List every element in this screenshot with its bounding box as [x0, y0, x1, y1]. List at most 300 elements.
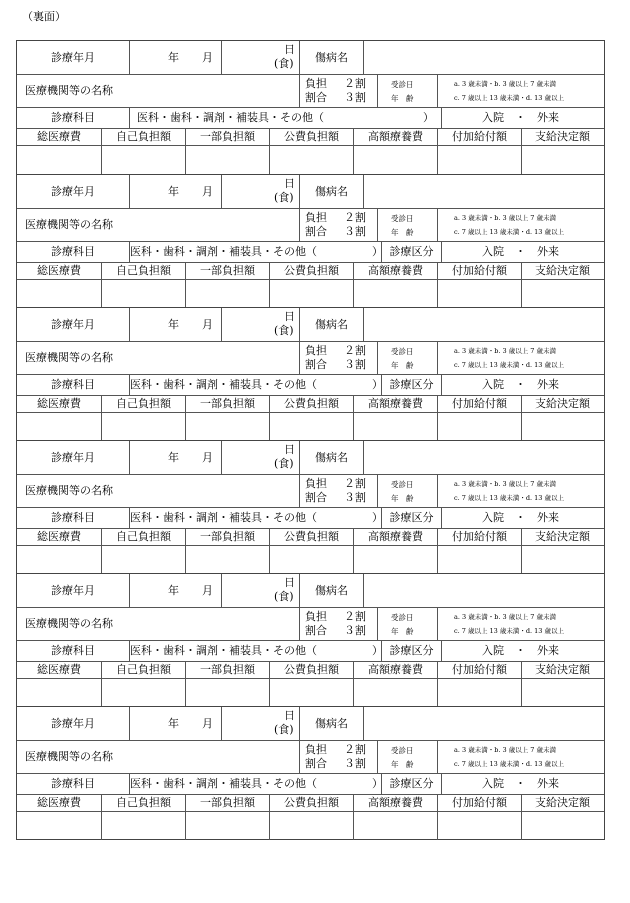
age-category-options[interactable]: [437, 341, 604, 374]
visit-age-label-cell: [377, 474, 437, 507]
amount-header-cell: [269, 528, 353, 545]
treatment-record-block: [17, 41, 604, 174]
meal-label: (食): [274, 191, 294, 204]
department-label: 診療科目: [51, 245, 95, 258]
amount-input-cell[interactable]: [17, 811, 101, 840]
amount-input-cell[interactable]: [269, 545, 353, 574]
age-options-line2: c. 7 歳以上 13 歳未満・d. 13 歳以上: [454, 94, 565, 102]
amount-input-cell[interactable]: [521, 545, 603, 574]
department-options[interactable]: [129, 640, 381, 661]
medical-expense-form: [16, 40, 605, 840]
age-options-line1: a. 3 歳未満・b. 3 歳以上 7 歳未満: [454, 347, 556, 355]
amount-header-cell: [185, 528, 269, 545]
year-label: 年: [168, 451, 179, 464]
amount-input-cell[interactable]: [521, 678, 603, 707]
amount-header-cell: [185, 262, 269, 279]
institution-name-label: 医療機関等の名称: [25, 750, 113, 763]
inpatient-outpatient-options[interactable]: [441, 507, 604, 528]
disease-label-cell: [299, 574, 363, 607]
amount-header-label: 自己負担額: [116, 264, 171, 277]
month-label: 月: [202, 717, 213, 730]
disease-name-label: 傷病名: [315, 717, 348, 730]
amount-input-cell[interactable]: [353, 811, 437, 840]
institution-field[interactable]: [17, 740, 299, 773]
amount-header-label: 支給決定額: [535, 663, 590, 676]
age-category-options[interactable]: [437, 474, 604, 507]
amount-input-cell[interactable]: [437, 545, 521, 574]
ratio-30-option: ３割: [344, 491, 366, 504]
amount-header-cell: [101, 794, 185, 811]
ratio-30-option: ３割: [344, 624, 366, 637]
amount-input-cell[interactable]: [353, 279, 437, 308]
age-options-line1: a. 3 歳未満・b. 3 歳以上 7 歳未満: [454, 480, 556, 488]
amount-header-cell: [521, 262, 603, 279]
department-options[interactable]: [129, 773, 381, 794]
amount-header-cell: [17, 528, 101, 545]
amount-header-label: 総医療費: [37, 264, 81, 277]
disease-name-label: 傷病名: [315, 318, 348, 331]
inpatient-outpatient-options[interactable]: [441, 374, 604, 395]
inpatient-outpatient-text: 入院 ・ 外来: [482, 111, 559, 124]
burden-label: 負担: [305, 77, 327, 90]
year-month-field[interactable]: [129, 707, 221, 740]
disease-name-field[interactable]: [363, 707, 604, 740]
department-options-text: 医科・歯科・調剤・補装具・その他（ ）: [130, 378, 383, 391]
day-meal-field[interactable]: [221, 707, 299, 740]
treatment-record-block: [17, 307, 604, 440]
amount-header-label: 支給決定額: [535, 264, 590, 277]
amount-input-cell[interactable]: [17, 412, 101, 441]
amount-header-label: 一部負担額: [200, 663, 255, 676]
amount-header-cell: [353, 528, 437, 545]
day-label: 日: [284, 43, 295, 56]
ratio-label: 割合: [305, 91, 327, 104]
amount-header-label: 支給決定額: [535, 530, 590, 543]
row-institution: [17, 341, 604, 375]
amount-input-cell[interactable]: [101, 678, 185, 707]
row-amount-values: [17, 678, 604, 707]
ratio-20-option: ２割: [344, 477, 366, 490]
amount-input-cell[interactable]: [185, 545, 269, 574]
page-side-label: （裏面）: [22, 10, 66, 23]
ratio-20-option: ２割: [344, 77, 366, 90]
day-meal-field[interactable]: [221, 41, 299, 74]
amount-input-cell[interactable]: [269, 678, 353, 707]
age-label: 年 齢: [391, 228, 414, 237]
inpatient-outpatient-text: 入院 ・ 外来: [482, 777, 559, 790]
amount-header-cell: [437, 794, 521, 811]
amount-header-label: 公費負担額: [284, 130, 339, 143]
department-options-text: 医科・歯科・調剤・補装具・その他（ ）: [130, 644, 383, 657]
amount-input-cell[interactable]: [521, 412, 603, 441]
day-label: 日: [284, 443, 295, 456]
amount-input-cell[interactable]: [521, 811, 603, 840]
inpatient-outpatient-options[interactable]: [441, 773, 604, 794]
amount-input-cell[interactable]: [269, 412, 353, 441]
treatment-record-block: [17, 573, 604, 706]
year-month-field[interactable]: [129, 41, 221, 74]
institution-field[interactable]: [17, 341, 299, 374]
row-department: [17, 374, 604, 396]
treatment-ym-label: 診療年月: [51, 318, 95, 331]
amount-input-cell[interactable]: [185, 279, 269, 308]
day-label: 日: [284, 709, 295, 722]
care-category-label-cell: [381, 374, 441, 395]
treatment-ym-label: 診療年月: [51, 185, 95, 198]
burden-ratio-options[interactable]: [327, 341, 377, 374]
disease-label-cell: [299, 41, 363, 74]
disease-name-label: 傷病名: [315, 51, 348, 64]
year-label: 年: [168, 185, 179, 198]
amount-input-cell[interactable]: [353, 412, 437, 441]
row-institution: [17, 208, 604, 242]
inpatient-outpatient-options[interactable]: [441, 241, 604, 262]
amount-input-cell[interactable]: [17, 545, 101, 574]
treatment-record-block: [17, 174, 604, 307]
amount-header-label: 高額療養費: [368, 397, 423, 410]
amount-input-cell[interactable]: [437, 811, 521, 840]
treatment-ym-label: 診療年月: [51, 717, 95, 730]
burden-label: 負担: [305, 743, 327, 756]
age-label: 年 齢: [391, 627, 414, 636]
row-amount-values: [17, 545, 604, 574]
amount-header-label: 付加給付額: [452, 130, 507, 143]
amount-input-cell[interactable]: [437, 145, 521, 174]
burden-label: 負担: [305, 477, 327, 490]
amount-input-cell[interactable]: [437, 678, 521, 707]
inpatient-outpatient-options[interactable]: [441, 107, 604, 128]
age-options-line2: c. 7 歳以上 13 歳未満・d. 13 歳以上: [454, 361, 565, 369]
meal-label: (食): [274, 457, 294, 470]
amount-header-cell: [101, 128, 185, 145]
disease-label-cell: [299, 175, 363, 208]
amount-header-label: 高額療養費: [368, 663, 423, 676]
year-month-field[interactable]: [129, 175, 221, 208]
amount-header-label: 一部負担額: [200, 530, 255, 543]
amount-header-label: 公費負担額: [284, 264, 339, 277]
year-label: 年: [168, 51, 179, 64]
visit-age-label-cell: [377, 740, 437, 773]
amount-header-label: 公費負担額: [284, 663, 339, 676]
institution-field[interactable]: [17, 74, 299, 107]
amount-input-cell[interactable]: [17, 279, 101, 308]
amount-header-label: 公費負担額: [284, 397, 339, 410]
amount-header-cell: [353, 661, 437, 678]
care-category-label-cell: [381, 773, 441, 794]
amount-header-label: 高額療養費: [368, 530, 423, 543]
burden-ratio-options[interactable]: [327, 740, 377, 773]
amount-header-cell: [185, 395, 269, 412]
amount-header-label: 付加給付額: [452, 397, 507, 410]
amount-header-cell: [101, 528, 185, 545]
meal-label: (食): [274, 57, 294, 70]
amount-input-cell[interactable]: [101, 145, 185, 174]
amount-header-label: 支給決定額: [535, 130, 590, 143]
amount-input-cell[interactable]: [353, 145, 437, 174]
age-options-line2: c. 7 歳以上 13 歳未満・d. 13 歳以上: [454, 627, 565, 635]
month-label: 月: [202, 584, 213, 597]
row-department: [17, 640, 604, 662]
meal-label: (食): [274, 324, 294, 337]
burden-ratio-label-cell: [299, 607, 327, 640]
institution-field[interactable]: [17, 474, 299, 507]
amount-header-cell: [437, 528, 521, 545]
amount-input-cell[interactable]: [269, 145, 353, 174]
row-department: [17, 107, 604, 129]
amount-input-cell[interactable]: [101, 545, 185, 574]
amount-input-cell[interactable]: [101, 412, 185, 441]
institution-name-label: 医療機関等の名称: [25, 617, 113, 630]
age-options-line1: a. 3 歳未満・b. 3 歳以上 7 歳未満: [454, 80, 556, 88]
disease-name-field[interactable]: [363, 441, 604, 474]
amount-header-label: 付加給付額: [452, 530, 507, 543]
institution-name-label: 医療機関等の名称: [25, 84, 113, 97]
treatment-ym-label-cell: [17, 574, 129, 607]
ratio-20-option: ２割: [344, 743, 366, 756]
treatment-ym-label: 診療年月: [51, 51, 95, 64]
age-options-line1: a. 3 歳未満・b. 3 歳以上 7 歳未満: [454, 746, 556, 754]
amount-header-cell: [17, 395, 101, 412]
burden-label: 負担: [305, 211, 327, 224]
day-meal-field[interactable]: [221, 175, 299, 208]
department-label: 診療科目: [51, 777, 95, 790]
amount-header-cell: [269, 262, 353, 279]
age-category-options[interactable]: [437, 740, 604, 773]
department-label-cell: [17, 773, 129, 794]
age-category-options[interactable]: [437, 208, 604, 241]
department-options-text: 医科・歯科・調剤・補装具・その他（ ）: [130, 511, 383, 524]
meal-label: (食): [274, 590, 294, 603]
treatment-ym-label: 診療年月: [51, 451, 95, 464]
day-meal-field[interactable]: [221, 441, 299, 474]
row-department: [17, 241, 604, 263]
amount-header-label: 高額療養費: [368, 130, 423, 143]
amount-header-label: 自己負担額: [116, 663, 171, 676]
amount-header-label: 自己負担額: [116, 397, 171, 410]
row-amount-headers: [17, 262, 604, 280]
institution-field[interactable]: [17, 208, 299, 241]
burden-ratio-options[interactable]: [327, 607, 377, 640]
visit-age-label-cell: [377, 208, 437, 241]
inpatient-outpatient-text: 入院 ・ 外来: [482, 511, 559, 524]
row-institution: [17, 740, 604, 774]
ratio-30-option: ３割: [344, 91, 366, 104]
ratio-label: 割合: [305, 624, 327, 637]
burden-ratio-options[interactable]: [327, 474, 377, 507]
department-label: 診療科目: [51, 111, 95, 124]
amount-input-cell[interactable]: [353, 678, 437, 707]
amount-header-cell: [17, 262, 101, 279]
row-date-disease: [17, 308, 604, 342]
department-label-cell: [17, 640, 129, 661]
inpatient-outpatient-text: 入院 ・ 外来: [482, 378, 559, 391]
department-label-cell: [17, 507, 129, 528]
visit-age-label-cell: [377, 74, 437, 107]
row-amount-headers: [17, 794, 604, 812]
day-meal-field[interactable]: [221, 308, 299, 341]
department-options[interactable]: [129, 241, 381, 262]
age-label: 年 齢: [391, 494, 414, 503]
visit-date-label: 受診日: [391, 480, 414, 489]
treatment-ym-label-cell: [17, 441, 129, 474]
day-label: 日: [284, 576, 295, 589]
department-label: 診療科目: [51, 511, 95, 524]
ratio-20-option: ２割: [344, 211, 366, 224]
amount-input-cell[interactable]: [101, 279, 185, 308]
amount-header-cell: [353, 262, 437, 279]
amount-header-label: 一部負担額: [200, 397, 255, 410]
amount-header-label: 自己負担額: [116, 796, 171, 809]
amount-header-cell: [353, 794, 437, 811]
amount-input-cell[interactable]: [353, 545, 437, 574]
amount-header-label: 総医療費: [37, 130, 81, 143]
department-label-cell: [17, 107, 129, 128]
amount-header-cell: [437, 395, 521, 412]
care-category-label-cell: [381, 241, 441, 262]
amount-header-label: 高額療養費: [368, 796, 423, 809]
row-date-disease: [17, 441, 604, 475]
visit-date-label: 受診日: [391, 746, 414, 755]
row-amount-values: [17, 412, 604, 441]
amount-header-label: 公費負担額: [284, 530, 339, 543]
day-label: 日: [284, 177, 295, 190]
amount-input-cell[interactable]: [101, 811, 185, 840]
department-options[interactable]: [129, 374, 381, 395]
row-date-disease: [17, 41, 604, 75]
amount-header-label: 一部負担額: [200, 130, 255, 143]
treatment-record-block: [17, 440, 604, 573]
age-options-line1: a. 3 歳未満・b. 3 歳以上 7 歳未満: [454, 613, 556, 621]
age-options-line2: c. 7 歳以上 13 歳未満・d. 13 歳以上: [454, 760, 565, 768]
inpatient-outpatient-text: 入院 ・ 外来: [482, 245, 559, 258]
meal-label: (食): [274, 723, 294, 736]
burden-ratio-label-cell: [299, 74, 327, 107]
disease-name-field[interactable]: [363, 175, 604, 208]
amount-input-cell[interactable]: [17, 145, 101, 174]
department-options-text: 医科・歯科・調剤・補装具・その他（ ）: [137, 111, 434, 124]
inpatient-outpatient-options[interactable]: [441, 640, 604, 661]
age-label: 年 齢: [391, 94, 414, 103]
amount-header-label: 総医療費: [37, 530, 81, 543]
age-label: 年 齢: [391, 361, 414, 370]
amount-header-cell: [521, 794, 603, 811]
row-amount-values: [17, 279, 604, 308]
treatment-ym-label-cell: [17, 707, 129, 740]
amount-header-cell: [101, 661, 185, 678]
disease-name-label: 傷病名: [315, 584, 348, 597]
amount-input-cell[interactable]: [269, 811, 353, 840]
row-date-disease: [17, 175, 604, 209]
amount-header-label: 一部負担額: [200, 264, 255, 277]
amount-header-label: 自己負担額: [116, 530, 171, 543]
burden-label: 負担: [305, 344, 327, 357]
institution-field[interactable]: [17, 607, 299, 640]
row-institution: [17, 74, 604, 108]
amount-header-cell: [17, 128, 101, 145]
disease-label-cell: [299, 441, 363, 474]
amount-header-cell: [185, 794, 269, 811]
inpatient-outpatient-text: 入院 ・ 外来: [482, 644, 559, 657]
amount-input-cell[interactable]: [437, 279, 521, 308]
burden-ratio-options[interactable]: [327, 208, 377, 241]
year-month-field[interactable]: [129, 441, 221, 474]
amount-input-cell[interactable]: [269, 279, 353, 308]
ratio-label: 割合: [305, 757, 327, 770]
department-options-text: 医科・歯科・調剤・補装具・その他（ ）: [130, 777, 383, 790]
care-category-label: 診療区分: [389, 511, 434, 524]
day-meal-field[interactable]: [221, 574, 299, 607]
amount-input-cell[interactable]: [185, 678, 269, 707]
treatment-ym-label-cell: [17, 41, 129, 74]
amount-header-cell: [269, 661, 353, 678]
amount-header-label: 支給決定額: [535, 397, 590, 410]
amount-header-cell: [269, 128, 353, 145]
burden-ratio-options[interactable]: [327, 74, 377, 107]
row-date-disease: [17, 707, 604, 741]
visit-date-label: 受診日: [391, 613, 414, 622]
row-date-disease: [17, 574, 604, 608]
amount-header-cell: [185, 128, 269, 145]
amount-header-label: 付加給付額: [452, 663, 507, 676]
amount-header-cell: [269, 395, 353, 412]
amount-header-cell: [101, 262, 185, 279]
amount-header-cell: [521, 528, 603, 545]
ratio-label: 割合: [305, 358, 327, 371]
department-label-cell: [17, 241, 129, 262]
disease-name-label: 傷病名: [315, 185, 348, 198]
amount-input-cell[interactable]: [521, 279, 603, 308]
disease-name-field[interactable]: [363, 574, 604, 607]
disease-name-field[interactable]: [363, 308, 604, 341]
department-label: 診療科目: [51, 378, 95, 391]
year-month-field[interactable]: [129, 574, 221, 607]
age-options-line2: c. 7 歳以上 13 歳未満・d. 13 歳以上: [454, 494, 565, 502]
amount-input-cell[interactable]: [185, 145, 269, 174]
year-label: 年: [168, 584, 179, 597]
institution-name-label: 医療機関等の名称: [25, 218, 113, 231]
visit-date-label: 受診日: [391, 214, 414, 223]
row-amount-headers: [17, 128, 604, 146]
amount-header-label: 総医療費: [37, 663, 81, 676]
amount-header-label: 総医療費: [37, 796, 81, 809]
amount-header-cell: [521, 395, 603, 412]
amount-input-cell[interactable]: [185, 412, 269, 441]
visit-age-label-cell: [377, 607, 437, 640]
amount-header-cell: [521, 661, 603, 678]
amount-input-cell[interactable]: [17, 678, 101, 707]
amount-input-cell[interactable]: [185, 811, 269, 840]
age-category-options[interactable]: [437, 74, 604, 107]
department-options[interactable]: [129, 507, 381, 528]
year-label: 年: [168, 717, 179, 730]
institution-name-label: 医療機関等の名称: [25, 484, 113, 497]
amount-header-cell: [353, 395, 437, 412]
disease-label-cell: [299, 308, 363, 341]
disease-name-field[interactable]: [363, 41, 604, 74]
care-category-label: 診療区分: [389, 378, 434, 391]
ratio-30-option: ３割: [344, 358, 366, 371]
year-month-field[interactable]: [129, 308, 221, 341]
visit-date-label: 受診日: [391, 80, 414, 89]
care-category-label-cell: [381, 640, 441, 661]
age-category-options[interactable]: [437, 607, 604, 640]
amount-header-label: 付加給付額: [452, 264, 507, 277]
amount-input-cell[interactable]: [437, 412, 521, 441]
burden-ratio-label-cell: [299, 341, 327, 374]
amount-header-label: 高額療養費: [368, 264, 423, 277]
department-options[interactable]: [129, 107, 441, 128]
amount-input-cell[interactable]: [521, 145, 603, 174]
